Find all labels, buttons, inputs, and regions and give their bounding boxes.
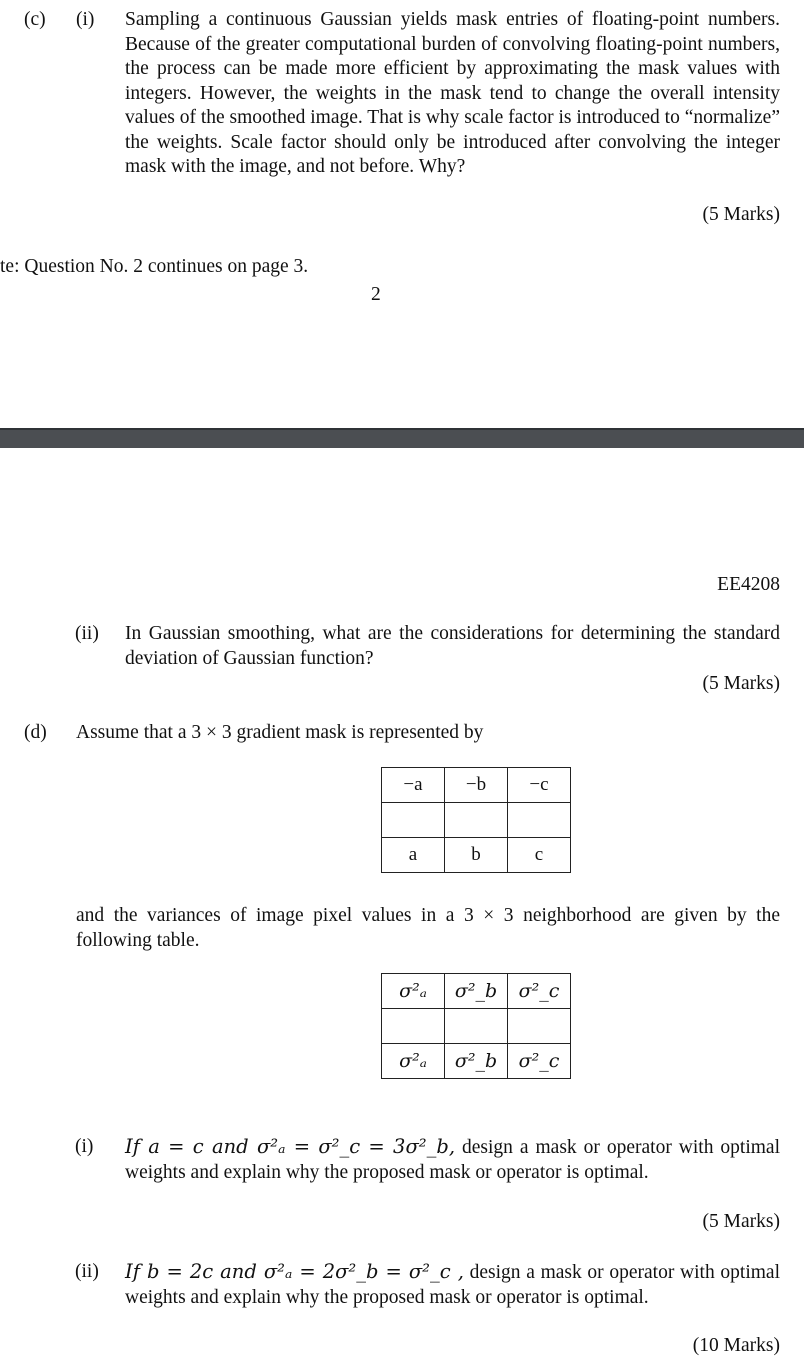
variance-cell bbox=[382, 1009, 445, 1044]
question-d-between-text: and the variances of image pixel values in a 3 × 3 neighborhood are given by the following table. bbox=[76, 905, 780, 951]
mask-cell: −c bbox=[508, 768, 571, 803]
question-d-i-text bbox=[125, 1135, 780, 1185]
question-d-i-condition: If a = c and σ²ₐ = σ²_c = 3σ²_b, bbox=[125, 1135, 456, 1158]
question-c-ii-text: In Gaussian smoothing, what are the considerations for determining the standard deviation of Gaussian function? bbox=[125, 623, 780, 669]
variance-table bbox=[381, 973, 571, 1079]
question-d-intro: Assume that a 3 × 3 gradient mask is represented by bbox=[76, 722, 484, 743]
part-c-label: (c) bbox=[24, 9, 46, 30]
variance-cell: σ²ₐ bbox=[382, 1044, 445, 1079]
variance-cell bbox=[445, 1009, 508, 1044]
question-d-ii-text bbox=[125, 1260, 780, 1310]
question-d-i-rest: design a mask or operator with optimal weights and explain why the proposed mask or operator is optimal. bbox=[125, 1137, 781, 1183]
variance-row bbox=[382, 974, 571, 1009]
variance-cell: σ²_c bbox=[508, 1044, 571, 1079]
sub-question-i-label: (i) bbox=[76, 9, 95, 30]
mask-cell: −a bbox=[382, 768, 445, 803]
mask-row bbox=[382, 768, 571, 803]
question-c-i-text: Sampling a continuous Gaussian yields mask entries of floating-point numbers. Because of the greater computational burden of convolving floating-point numbers, the process can be made more efficient by approximating the mask values with integers. However, the weights in the mask tend to change the overall intensity values of the smoothed image. That is why scale factor is introduced to “normalize” the weights. Scale factor should only be introduced after convolving the integer mask with the image, and not before. Why? bbox=[125, 9, 780, 177]
variance-cell: σ²_b bbox=[445, 1044, 508, 1079]
marks-c-ii: (5 Marks) bbox=[702, 673, 780, 694]
page-divider bbox=[0, 428, 804, 448]
mask-row bbox=[382, 838, 571, 873]
marks-c-i: (5 Marks) bbox=[702, 204, 780, 225]
variance-row bbox=[382, 1009, 571, 1044]
page-number: 2 bbox=[371, 284, 381, 305]
mask-cell: a bbox=[382, 838, 445, 873]
sub-question-ii-label: (ii) bbox=[75, 623, 99, 644]
mask-cell: c bbox=[508, 838, 571, 873]
question-d-ii-rest: design a mask or operator with optimal weights and explain why the proposed mask or operator is optimal. bbox=[125, 1262, 780, 1308]
part-d-label: (d) bbox=[24, 722, 47, 743]
sub-question-d-ii-label: (ii) bbox=[75, 1261, 99, 1282]
variance-cell bbox=[508, 1009, 571, 1044]
variance-row bbox=[382, 1044, 571, 1079]
sub-question-d-i-label: (i) bbox=[75, 1136, 94, 1157]
mask-row bbox=[382, 803, 571, 838]
course-code: EE4208 bbox=[717, 574, 780, 595]
question-d-ii-condition: If b = 2c and σ²ₐ = 2σ²_b = σ²_c , bbox=[125, 1260, 464, 1283]
variance-cell: σ²_b bbox=[445, 974, 508, 1009]
variance-cell: σ²_c bbox=[508, 974, 571, 1009]
mask-cell: −b bbox=[445, 768, 508, 803]
mask-cell bbox=[382, 803, 445, 838]
marks-d-i: (5 Marks) bbox=[702, 1211, 780, 1232]
continuation-note: te: Question No. 2 continues on page 3. bbox=[0, 256, 309, 277]
mask-cell bbox=[508, 803, 571, 838]
mask-cell bbox=[445, 803, 508, 838]
marks-d-ii: (10 Marks) bbox=[692, 1335, 780, 1356]
variance-cell: σ²ₐ bbox=[382, 974, 445, 1009]
mask-cell: b bbox=[445, 838, 508, 873]
gradient-mask-table bbox=[381, 767, 571, 873]
